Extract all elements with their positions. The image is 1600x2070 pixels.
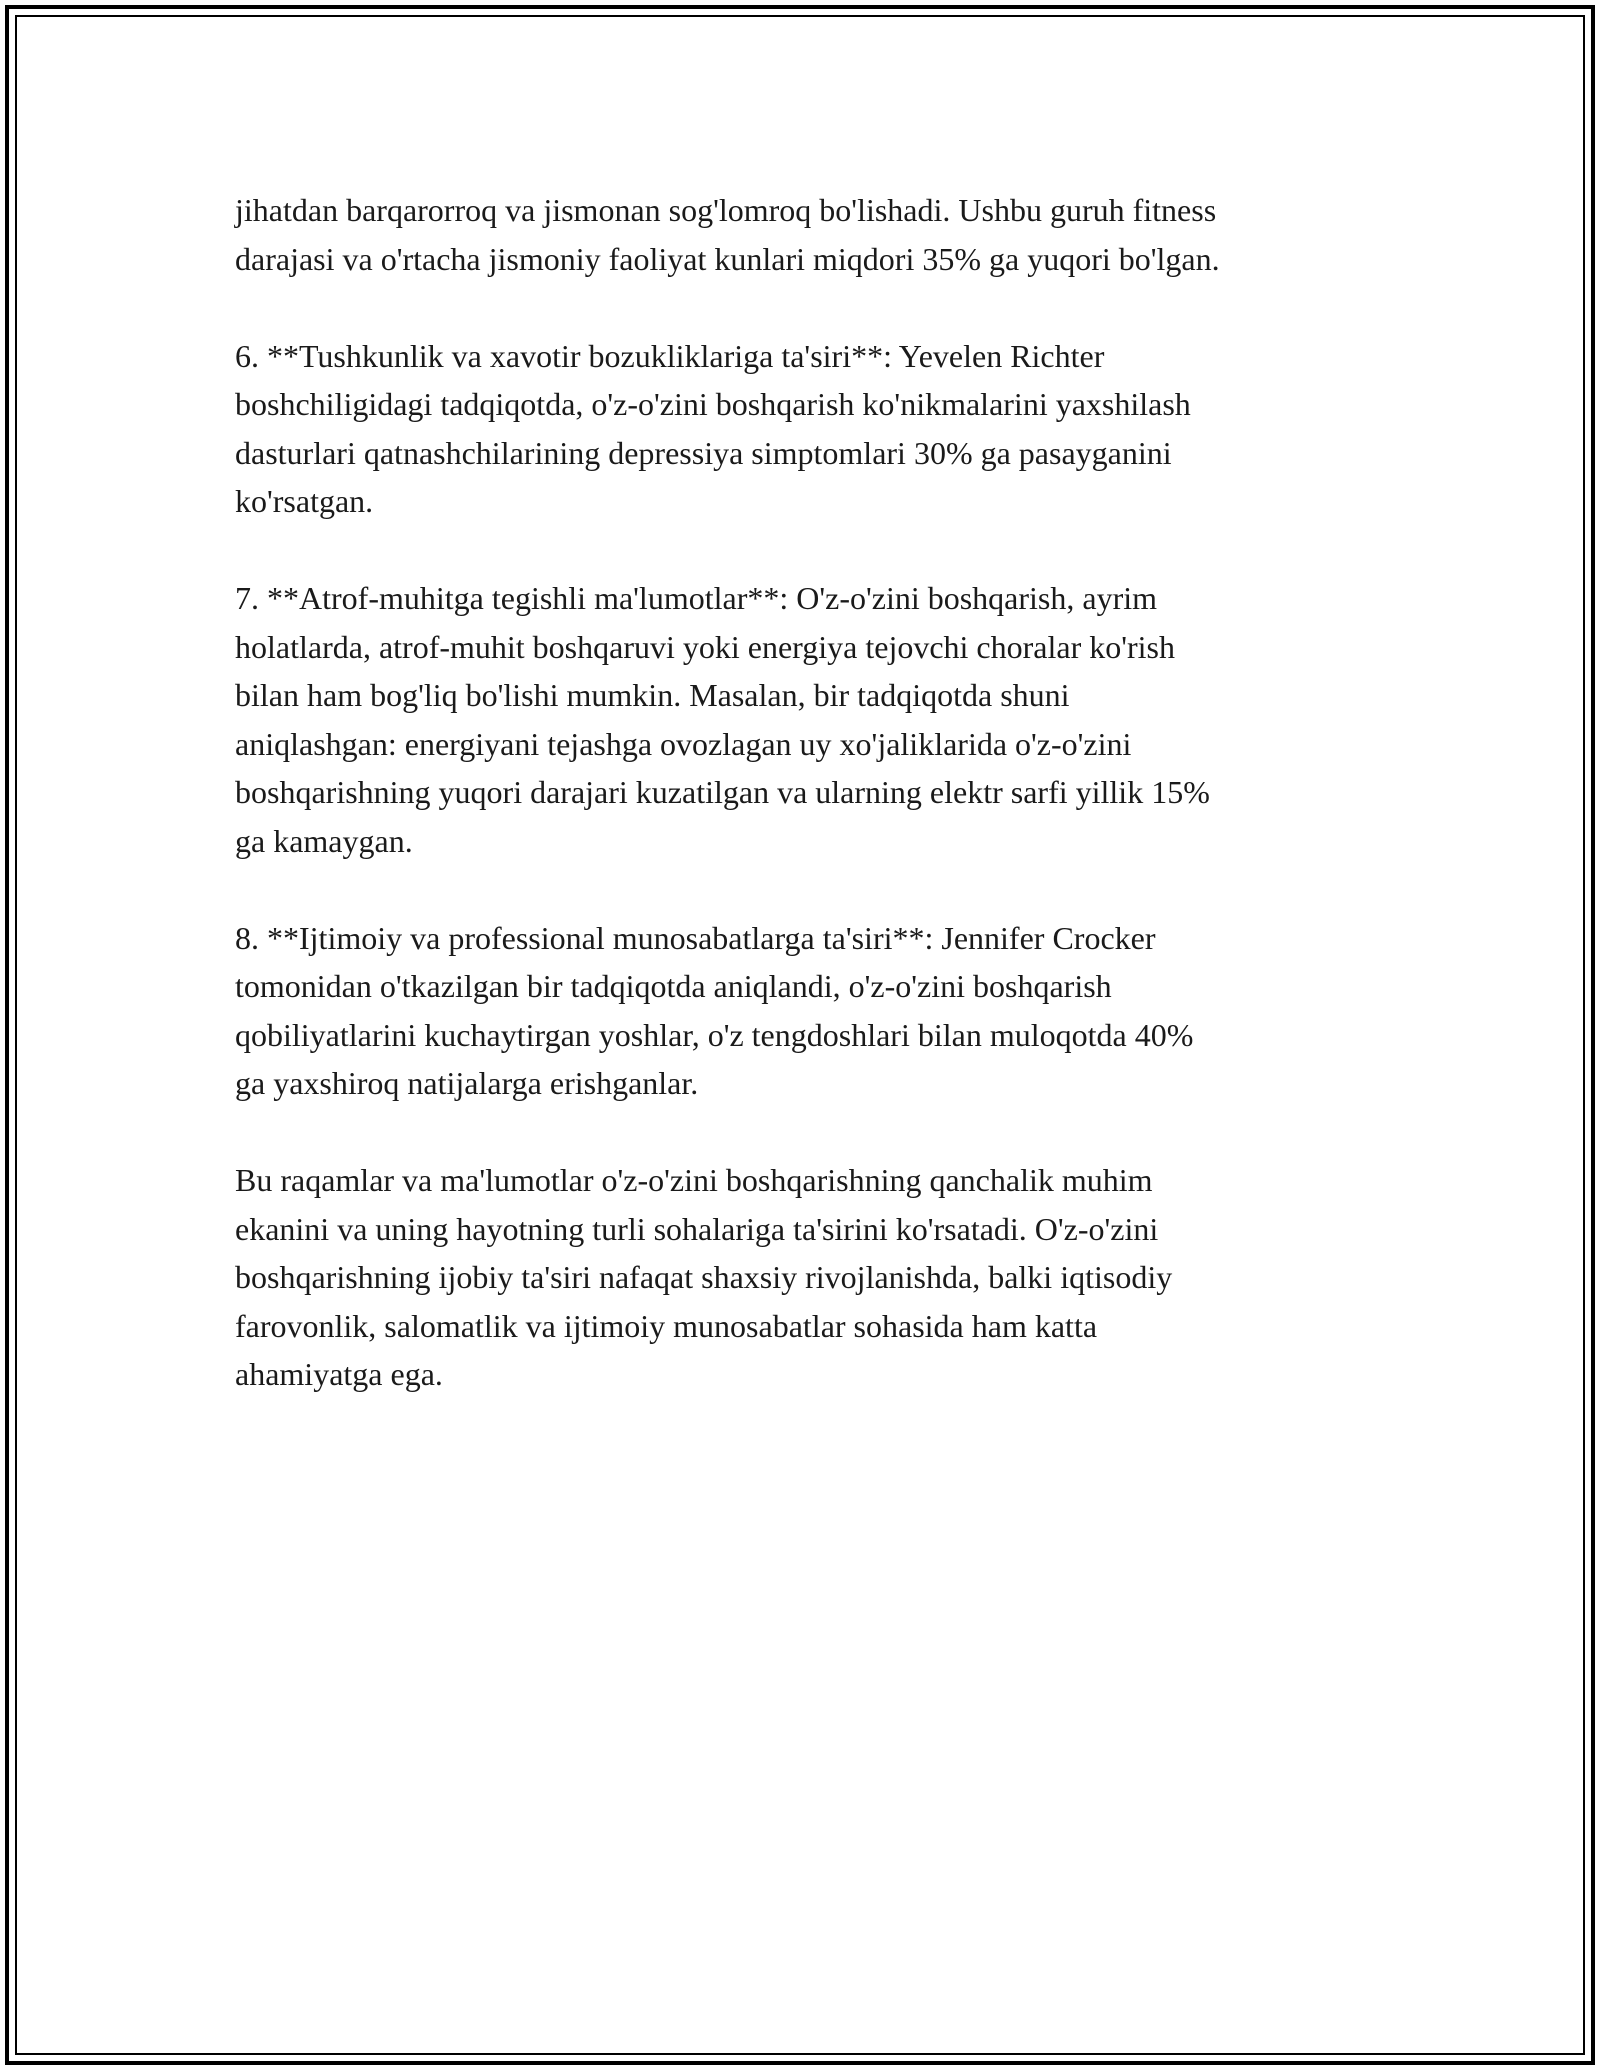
- document-body: [235, 186, 1385, 1399]
- paragraph-item-7: [235, 574, 1385, 865]
- paragraph-item-6: [235, 332, 1385, 526]
- text-line: farovonlik, salomatlik va ijtimoiy munosabatlar sohasida ham katta: [235, 1307, 1098, 1344]
- text-line: jihatdan barqarorroq va jismonan sog'lomroq bo'lishadi. Ushbu guruh fitness: [235, 192, 1217, 228]
- text-line: holatlarda, atrof-muhit boshqaruvi yoki energiya tejovchi choralar ko'rish: [235, 628, 1175, 665]
- text-line: qobiliyatlarini kuchaytirgan yoshlar, o'z tengdoshlari bilan muloqotda 40%: [235, 1016, 1194, 1053]
- text-line: 8. **Ijtimoiy va professional munosabatlarga ta'siri**: Jennifer Crocker: [235, 919, 1156, 956]
- text-line: ga kamaygan.: [235, 822, 413, 859]
- text-line: ko'rsatgan.: [235, 483, 374, 519]
- text-line: darajasi va o'rtacha jismoniy faoliyat kunlari miqdori 35% ga yuqori bo'lgan.: [235, 240, 1220, 277]
- text-line: boshchiligidagi tadqiqotda, o'z-o'zini boshqarish ko'nikmalarini yaxshilash: [235, 386, 1191, 422]
- text-line: Bu raqamlar va ma'lumotlar o'z-o'zini boshqarishning qanchalik muhim: [235, 1162, 1153, 1198]
- paragraph-item-8: [235, 914, 1385, 1108]
- text-line: boshqarishning ijobiy ta'siri nafaqat shaxsiy rivojlanishda, balki iqtisodiy: [235, 1259, 1173, 1295]
- text-line: ahamiyatga ega.: [235, 1356, 443, 1392]
- text-line: ekanini va uning hayotning turli sohalariga ta'sirini ko'rsatadi. O'z-o'zini: [235, 1210, 1159, 1247]
- text-line: ga yaxshiroq natijalarga erishganlar.: [235, 1065, 699, 1101]
- text-line: aniqlashgan: energiyani tejashga ovozlagan uy xo'jaliklarida o'z-o'zini: [235, 725, 1132, 762]
- text-line: bilan ham bog'liq bo'lishi mumkin. Masalan, bir tadqiqotda shuni: [235, 677, 1070, 713]
- text-line: 7. **Atrof-muhitga tegishli ma'lumotlar**: O'z-o'zini boshqarish, ayrim: [235, 580, 1158, 616]
- text-line: tomonidan o'tkazilgan bir tadqiqotda aniqlandi, o'z-o'zini boshqarish: [235, 968, 1112, 1004]
- paragraph-summary: [235, 1156, 1385, 1399]
- text-line: 6. **Tushkunlik va xavotir bozukliklariga ta'siri**: Yevelen Richter: [235, 337, 1105, 374]
- paragraph-fitness-conclusion: [235, 186, 1385, 283]
- text-line: dasturlari qatnashchilarining depressiya simptomlari 30% ga pasayganini: [235, 434, 1172, 471]
- text-line: boshqarishning yuqori darajari kuzatilgan va ularning elektr sarfi yillik 15%: [235, 774, 1210, 810]
